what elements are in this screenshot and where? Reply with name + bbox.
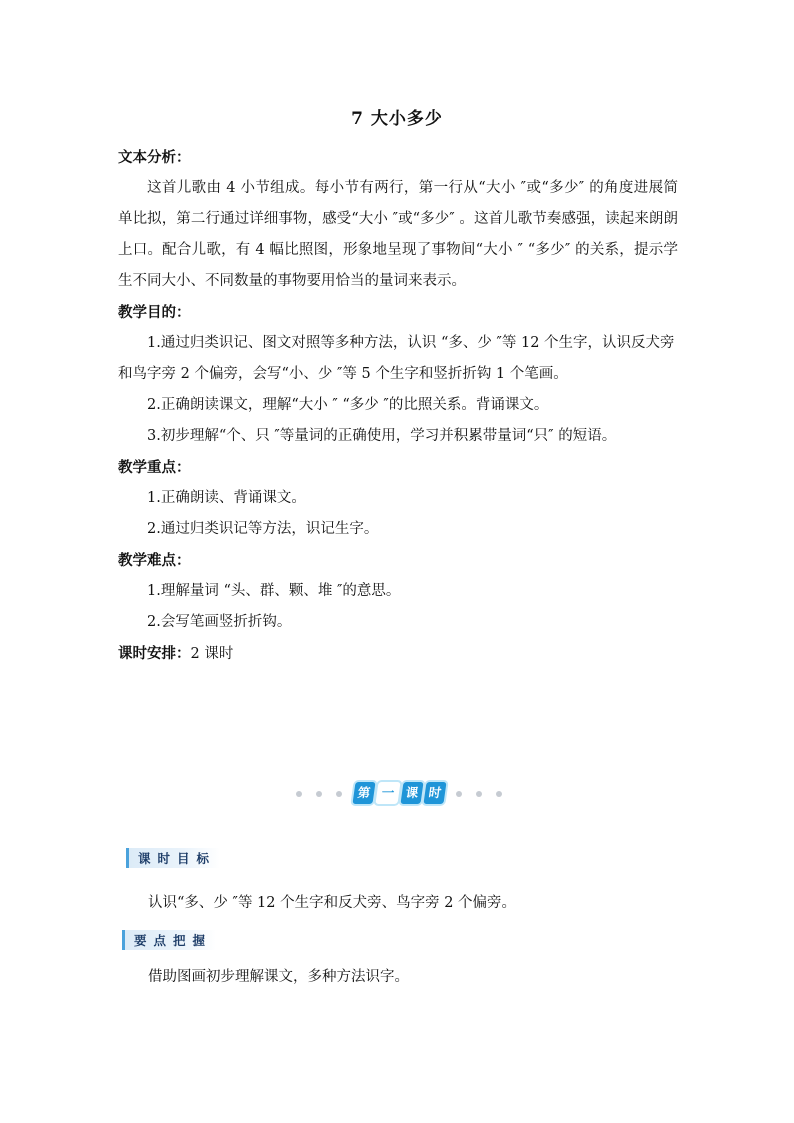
schedule-heading: 课时安排： [118,645,191,662]
key-points-heading: 教学重点： [118,459,191,476]
lesson-divider [0,782,794,808]
divider-dots-left [296,791,342,797]
teaching-goal-item: 3.初步理解“个、只 ″等量词的正确使用，学习并积累带量词“只″ 的短语。 [147,428,617,444]
key-point-item: 1.正确朗读、背诵课文。 [147,490,306,506]
badge-char: 课 [400,782,423,804]
dot-icon [456,791,462,797]
dot-icon [476,791,482,797]
schedule-line [118,638,678,670]
badge-char: 第 [352,782,375,804]
difficult-points-heading: 教学难点： [118,552,191,569]
lesson-number-badge [354,782,445,804]
key-point-item: 2.通过归类识记等方法，识记生字。 [147,521,379,537]
teaching-goal-item: 1.通过归类识记、图文对照等多种方法，认识 “多、少 ″等 12 个生字，认识反犬旁和鸟字旁 2 个偏旁，会写“小、少 ″等 5 个生字和竖折折钩 1 个笔画。 [118,335,675,382]
text-analysis-paragraph: 这首儿歌由 4 小节组成。每小节有两行，第一行从“大小 ″或“多少″ 的角度进展简单比拟，第二行通过详细事物，感受“大小 ″或“多少″ 。这首儿歌节奏感强，读起来朗朗上口。配合儿歌，有 4 幅比照图，形象地呈现了事物间“大小 ″ “多少″ 的关系，提示学生不同大小、不同数量的事物要用恰当的量词来表示。 [118,180,678,289]
lesson-goal-tag [126,847,220,869]
text-analysis-heading: 文本分析： [118,149,191,166]
divider-dots-right [456,791,502,797]
difficult-point-item: 1.理解量词 “头、群、颗、堆 ″的意思。 [147,583,401,599]
dot-icon [316,791,322,797]
teaching-goals-heading: 教学目的： [118,304,191,321]
lesson-goal-text: 认识“多、少 ″等 12 个生字和反犬旁、鸟字旁 2 个偏旁。 [148,895,517,911]
difficult-point-item: 2.会写笔画竖折折钩。 [147,614,292,630]
dot-icon [496,791,502,797]
lesson-goal-tag-label: 课时目标 [126,848,220,868]
dot-icon [336,791,342,797]
lesson-title: 7 大小多少 [351,109,443,129]
badge-char: 时 [423,782,446,804]
key-focus-tag [122,929,216,951]
lesson-plan-body [118,142,678,670]
teaching-goal-item: 2.正确朗读课文，理解“大小 ″ “多少 ″的比照关系。背诵课文。 [147,397,549,413]
badge-char: 一 [375,782,400,804]
dot-icon [296,791,302,797]
key-focus-tag-label: 要点把握 [122,930,216,950]
schedule-value: 2 课时 [190,646,234,662]
key-focus-text: 借助图画初步理解课文，多种方法识字。 [148,969,409,985]
